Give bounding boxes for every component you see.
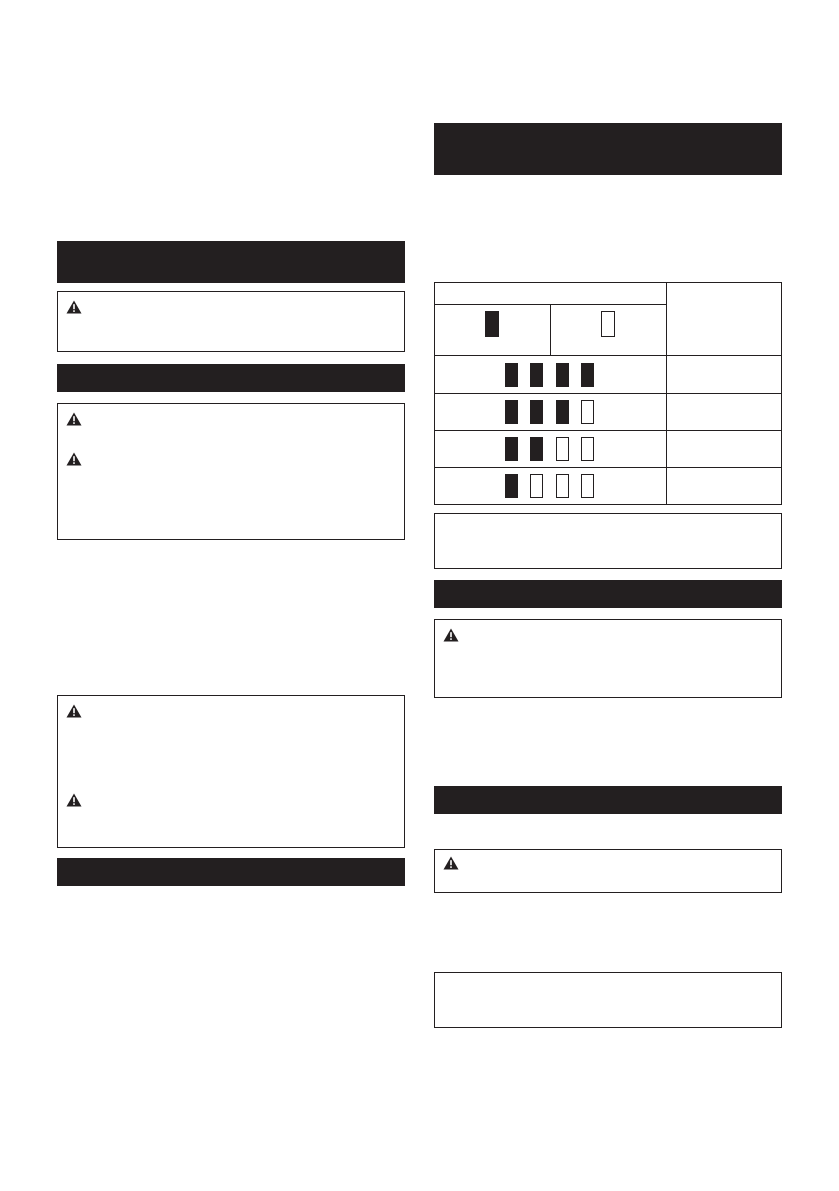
- indicator-lamp: [505, 363, 518, 387]
- legend-lamp-lit: [485, 311, 499, 337]
- warning-box: [57, 403, 405, 540]
- warning-triangle-icon: [66, 300, 82, 314]
- warning-box: [434, 849, 782, 893]
- indicator-lamp: [505, 400, 518, 424]
- indicator-lamp: [556, 437, 569, 461]
- section-heading-bar: [434, 580, 782, 608]
- indicator-lamp: [556, 363, 569, 387]
- warning-triangle-icon: [443, 856, 459, 870]
- table-row-divider: [434, 467, 782, 468]
- note-box: [434, 972, 782, 1028]
- warning-box: [57, 291, 405, 352]
- indicator-lamp: [556, 474, 569, 498]
- section-heading-bar: [57, 858, 405, 886]
- section-heading-bar: [434, 786, 782, 814]
- indicator-lamp: [505, 474, 518, 498]
- warning-triangle-icon: [443, 628, 459, 642]
- indicator-lamp: [581, 363, 594, 387]
- section-heading-bar: [434, 123, 782, 175]
- indicator-lamp: [505, 437, 518, 461]
- table-row-divider: [434, 430, 782, 431]
- note-box: [434, 513, 782, 569]
- warning-box: [57, 695, 405, 848]
- indicator-lamp: [581, 400, 594, 424]
- indicator-lamp: [581, 474, 594, 498]
- indicator-lamp: [581, 437, 594, 461]
- table-row-divider: [434, 355, 782, 356]
- indicator-lamp: [530, 363, 543, 387]
- warning-triangle-icon: [66, 793, 82, 807]
- table-border-bottom: [434, 504, 782, 505]
- battery-indicator-table: [434, 282, 782, 505]
- indicator-lamp: [530, 400, 543, 424]
- table-row-divider: [434, 393, 782, 394]
- warning-triangle-icon: [66, 412, 82, 426]
- section-heading-bar: [57, 241, 405, 283]
- table-border-top: [434, 282, 782, 283]
- indicator-lamp: [530, 437, 543, 461]
- warning-box: [434, 619, 782, 698]
- warning-triangle-icon: [66, 704, 82, 718]
- indicator-lamp: [556, 400, 569, 424]
- legend-lamp-off: [601, 311, 615, 337]
- table-legend-divider: [550, 304, 551, 355]
- section-heading-bar: [57, 364, 405, 392]
- indicator-lamp: [530, 474, 543, 498]
- warning-triangle-icon: [66, 452, 82, 466]
